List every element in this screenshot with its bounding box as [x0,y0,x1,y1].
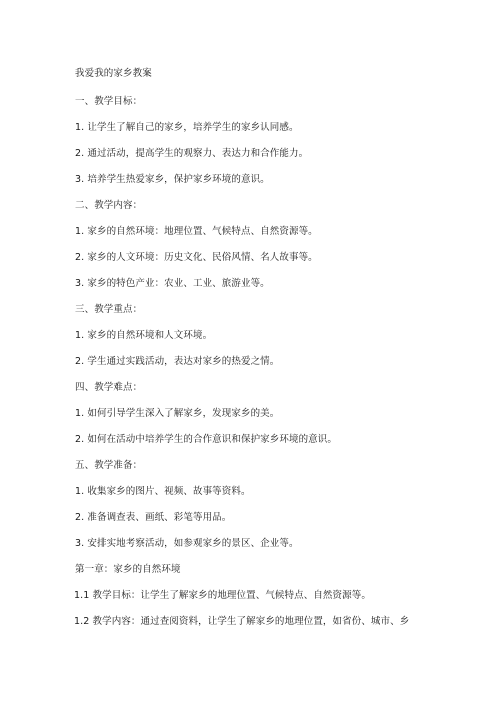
text-line: 1. 家乡的自然环境：地理位置、气候特点、自然资源等。 [75,226,318,237]
section-heading-difficulties: 四、教学难点： [75,382,143,393]
text-line: 3. 家乡的特色产业：农业、工业、旅游业等。 [75,278,270,289]
section-heading-content: 二、教学内容： [75,200,143,211]
section-heading-key-points: 三、教学重点： [75,304,143,315]
text-line: 1. 让学生了解自己的家乡，培养学生的家乡认同感。 [75,122,299,133]
text-line: 3. 安排实地考察活动，如参观家乡的景区、企业等。 [75,538,299,549]
text-line: 1. 家乡的自然环境和人文环境。 [75,330,213,341]
text-line: 1.2 教学内容：通过查阅资料，让学生了解家乡的地理位置，如省份、城市、乡 [74,616,410,627]
text-line: 2. 准备调查表、画纸、彩笔等用品。 [75,512,232,523]
text-line: 2. 学生通过实践活动，表达对家乡的热爱之情。 [75,356,280,367]
text-line: 2. 通过活动，提高学生的观察力、表达力和合作能力。 [75,148,309,159]
text-line: 2. 如何在活动中培养学生的合作意识和保护家乡环境的意识。 [75,434,337,445]
text-line: 2. 家乡的人文环境：历史文化、民俗风情、名人故事等。 [75,252,318,263]
document-title: 我爱我的家乡教案 [75,68,152,79]
text-line: 1. 如何引导学生深入了解家乡，发现家乡的美。 [75,408,280,419]
text-line: 1. 收集家乡的图片、视频、故事等资料。 [75,486,251,497]
chapter-heading: 第一章：家乡的自然环境 [75,564,181,575]
section-heading-preparation: 五、教学准备： [75,460,143,471]
section-heading-goals: 一、教学目标： [75,96,143,107]
text-line: 3. 培养学生热爱家乡，保护家乡环境的意识。 [75,174,270,185]
text-line: 1.1 教学目标：让学生了解家乡的地理位置、气候特点、自然资源等。 [74,590,371,601]
